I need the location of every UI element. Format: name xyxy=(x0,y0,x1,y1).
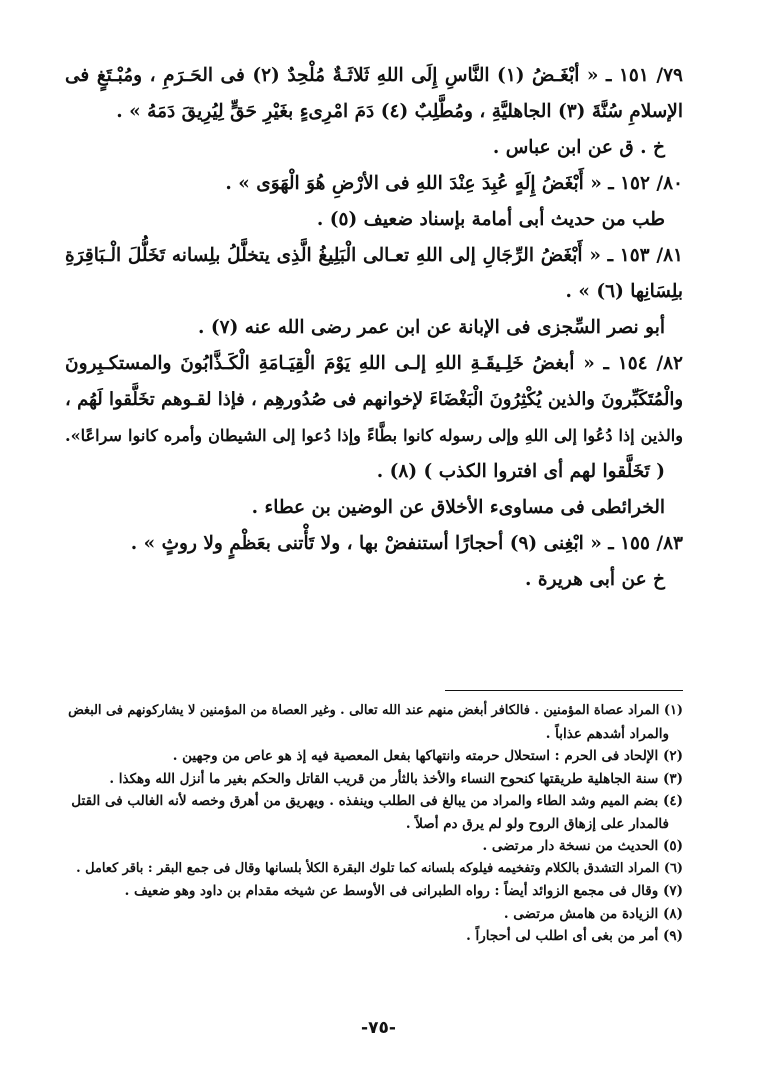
hadith-82-gloss: ( تَخَلَّقوا لهم أى افتروا الكذب ) (٨) . xyxy=(376,461,665,482)
footnote-2: (٢) الإلحاد فى الحرم : استحلال حرمته وانتهاكها بفعل المعصية فيه إذ هو عاص من وجهين . xyxy=(172,748,683,764)
hadith-81-line-1: ٨١/ ١٥٣ ـ « أَبْغَضُ الرِّجَالِ إلى اللهِ تعـالى الْبَلِيغُ الَّذِى يتخلَّلُ بلِسانه تَخَلُّلَ الْـبَاقِرَةِ xyxy=(65,245,683,266)
hadith-82-line-2: والْمُتَكَبِّرونَ والذين يُكْثِرُونَ الْبَغْضَاءَ لإخوانهم فى صُدُورهِم ، فإذا لقـوهم تخَلَّقوا لَهُم ، xyxy=(65,389,683,410)
hadith-82-line-1: ٨٢/ ١٥٤ ـ « أبغضُ خَلِـيقَـةِ اللهِ إلـى اللهِ يَوْمَ الْقِيَـامَةِ الْكَـذَّابُونَ والمستكـبِرونَ xyxy=(65,353,683,374)
hadith-80-line-1: ٨٠/ ١٥٢ ـ « أَبْغَضُ إِلَهٍ عُبِدَ عِنْدَ اللهِ فى الأرْضِ هُوَ الْهَوَى » . xyxy=(225,173,683,194)
hadith-83-line-1: ٨٣/ ١٥٥ ـ « ابْغِنى (٩) أحجارًا أستنفضْ بها ، ولا تَأْتنى بعَظْمٍ ولا روثٍ » . xyxy=(130,533,683,554)
hadith-82-source: الخرائطى فى مساوىء الأخلاق عن الوضين بن عطاء . xyxy=(251,497,665,518)
hadith-79-source: خ . ق عن ابن عباس . xyxy=(492,137,665,158)
footnote-6: (٦) المراد التشدق بالكلام وتفخيمه فيلوكه بلسانه كما تلوك البقرة الكلأ بلسانها وقال فى جمع البقر : باقر كعامل . xyxy=(76,860,683,876)
hadith-79-line-2: الإسلامِ سُنَّةَ (٣) الجاهليَّةِ ، ومُطَّلِبٌ (٤) دَمَ امْرِىءٍ بغَيْرِ حَقٍّ لِيُرِيقَ دَمَهُ » . xyxy=(116,101,683,122)
footnote-1-cont: والمراد أشدهم عذاباً . xyxy=(545,725,669,742)
footnote-7: (٧) وقال فى مجمع الزوائد أيضاً : رواه الطبرانى فى الأوسط عن شيخه مقدام بن داود وهو ضعيف . xyxy=(124,883,683,899)
footnote-divider xyxy=(445,690,683,691)
hadith-79-line-1: ٧٩/ ١٥١ ـ « أبْغَـضُ (١) النَّاسِ إِلَى اللهِ ثَلاثَـةٌ مُلْحِدٌ (٢) فى الحَـرَمِ ، ومُبْـتَغٍ فى xyxy=(65,65,683,86)
footnote-3: (٣) سنة الجاهلية طريقتها كنحوح النساء والأخذ بالثأر من قريب القاتل والحكم بغير ما أنزل الله وهكذا . xyxy=(109,770,683,787)
hadith-83-source: خ عن أبى هريرة . xyxy=(525,569,665,590)
hadith-81-line-2: بلِسَانِها (٦) » . xyxy=(565,281,683,302)
footnote-4: (٤) بضم الميم وشد الطاء والمراد من يبالغ فى الطلب وينفذه . ويهريق من أهرق وخصه لأنه الغالب فى القتل xyxy=(71,793,683,809)
page-number: -٧٥- xyxy=(361,1018,396,1038)
main-text xyxy=(65,58,683,598)
footnote-8: (٨) الزيادة من هامش مرتضى . xyxy=(503,905,683,922)
footnote-1: (١) المراد عصاة المؤمنين . فالكافر أبغض منهم عند الله تعالى . وغير العصاة من المؤمنين لا يشاركونهم فى البغض xyxy=(68,703,683,718)
footnotes xyxy=(65,700,683,948)
footnote-9: (٩) أمر من بغى أى اطلب لى أحجاراً . xyxy=(466,928,683,944)
hadith-82-line-3: والذين إذا دُعُوا إلى اللهِ وإلى رسوله كانوا بطَّاءً وإذا دُعوا إلى الشيطان وأمره كانوا سراعًا». xyxy=(65,426,683,445)
hadith-80-source: طب من حديث أبى أمامة بإسناد ضعيف (٥) . xyxy=(316,209,665,230)
hadith-81-source: أبو نصر السِّجزى فى الإبانة عن ابن عمر رضى الله عنه (٧) . xyxy=(198,317,665,338)
footnote-4-cont: فالمدار على إزهاق الروح ولو لم يرق دم أصلاً . xyxy=(405,815,669,832)
footnote-5: (٥) الحديث من نسخة دار مرتضى . xyxy=(482,838,683,854)
